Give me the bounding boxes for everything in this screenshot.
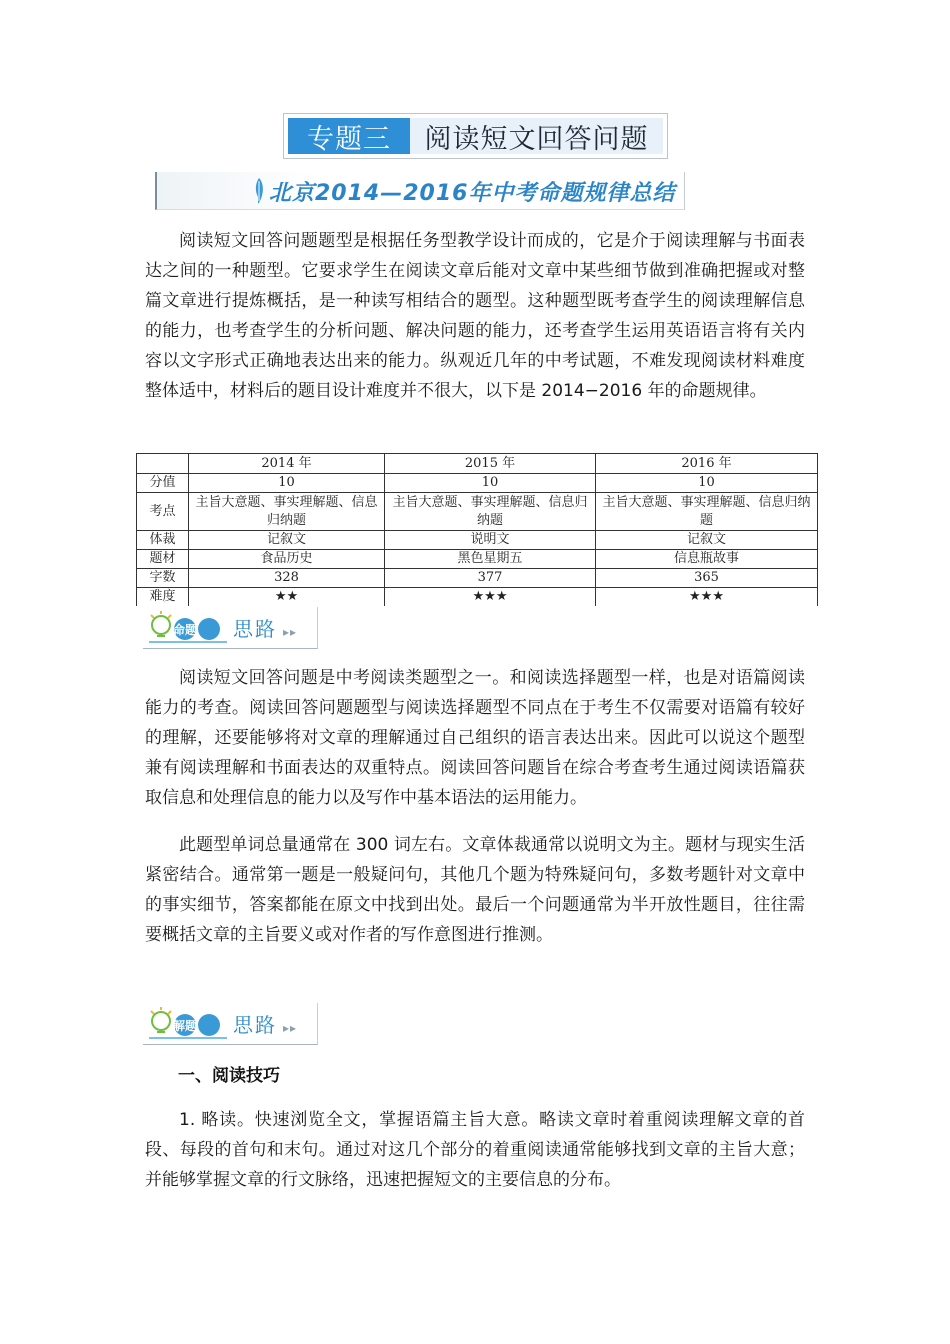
- table-row-label: 题材: [137, 550, 189, 569]
- summary-table: [136, 453, 818, 606]
- table-row: [137, 550, 818, 569]
- table-cell: 黑色星期五: [385, 550, 596, 569]
- table-cell: 主旨大意题、事实理解题、信息归纳题: [189, 493, 385, 531]
- table-cell: 说明文: [385, 531, 596, 550]
- table-cell: 328: [189, 569, 385, 588]
- table-cell: 信息瓶故事: [596, 550, 818, 569]
- table-cell: 主旨大意题、事实理解题、信息归纳题: [596, 493, 818, 531]
- table-cell: 主旨大意题、事实理解题、信息归纳题: [385, 493, 596, 531]
- table-cell: 365: [596, 569, 818, 588]
- table-row: [137, 531, 818, 550]
- subtitle-text: 北京2014—2016年中考命题规律总结: [269, 181, 676, 206]
- table-row: [137, 474, 818, 493]
- table-cell: 10: [385, 474, 596, 493]
- table-cell: ★★★: [385, 588, 596, 607]
- table-row-label: 考点: [137, 493, 189, 531]
- table-row-label: 体裁: [137, 531, 189, 550]
- table-header-row: [137, 454, 818, 474]
- explanation-paragraph-1: 阅读短文回答问题是中考阅读类题型之一。和阅读选择题型一样，也是对语篇阅读能力的考查。阅读回答问题题型与阅读选择题型不同点在于考生不仅需要对语篇有较好的理解，还要能够将对文章的理解通过自己组织的语言表达出来。因此可以说这个题型兼有阅读理解和书面表达的双重特点。阅读回答问题旨在综合考查考生通过阅读语篇获取信息和处理信息的能力以及写作中基本语法的运用能力。: [145, 668, 805, 808]
- subtitle-bar: [155, 172, 685, 210]
- section-badge-proposition: [143, 607, 318, 649]
- table-cell: ★★: [189, 588, 385, 607]
- badge-icon-char: 解题: [172, 1019, 198, 1033]
- title-topic-number: 专题三: [288, 118, 410, 154]
- quill-icon: [252, 177, 266, 205]
- title-inner: [288, 118, 663, 154]
- lightbulb-badge-icon: [147, 1005, 229, 1041]
- table-cell: 377: [385, 569, 596, 588]
- badge-arrow-icon: ▸▸: [283, 625, 298, 639]
- table-row-label: 分值: [137, 474, 189, 493]
- table-row-label: 字数: [137, 569, 189, 588]
- table-cell: ★★★: [596, 588, 818, 607]
- table-header-cell: 2016 年: [596, 454, 818, 474]
- explanation-paragraph-2: 此题型单词总量通常在 300 词左右。文章体裁通常以说明文为主。题材与现实生活紧密结合。通常第一题是一般疑问句，其他几个题为特殊疑问句，多数考题针对文章中的事实细节，答案都能在原文中找到出处。最后一个问题通常为半开放性题目，往往需要概括文章的主旨要义或对作者的写作意图进行推测。: [145, 835, 805, 945]
- title-topic-name: 阅读短文回答问题: [410, 118, 663, 154]
- lightbulb-badge-icon: [147, 609, 229, 645]
- title-banner: [283, 113, 668, 159]
- table-row: [137, 493, 818, 531]
- section-heading: 一、阅读技巧: [178, 1066, 280, 1086]
- badge-icon-char: 命题: [172, 623, 198, 637]
- table-cell: 食品历史: [189, 550, 385, 569]
- table-header-cell: 2015 年: [385, 454, 596, 474]
- badge-arrow-icon: ▸▸: [283, 1021, 298, 1035]
- badge-label: 思路: [233, 1013, 277, 1037]
- table-cell: 记叙文: [596, 531, 818, 550]
- table-row-label: 难度: [137, 588, 189, 607]
- table-row: [137, 569, 818, 588]
- table-header-cell: 2014 年: [189, 454, 385, 474]
- reading-skill-paragraph: 1. 略读。快速浏览全文，掌握语篇主旨大意。略读文章时着重阅读理解文章的首段、每段的首句和末句。通过对这几个部分的着重阅读通常能够找到文章的主旨大意；并能够掌握文章的行文脉络，迅速把握短文的主要信息的分布。: [145, 1110, 805, 1190]
- table-cell: 记叙文: [189, 531, 385, 550]
- table-cell: 10: [189, 474, 385, 493]
- table-cell: 10: [596, 474, 818, 493]
- badge-label: 思路: [233, 617, 277, 641]
- intro-paragraph: 阅读短文回答问题题型是根据任务型教学设计而成的，它是介于阅读理解与书面表达之间的一种题型。它要求学生在阅读文章后能对文章中某些细节做到准确把握或对整篇文章进行提炼概括，是一种读写相结合的题型。这种题型既考查学生的阅读理解信息的能力，也考查学生的分析问题、解决问题的能力，还考查学生运用英语语言将有关内容以文字形式正确地表达出来的能力。纵观近几年的中考试题，不难发现阅读材料难度整体适中，材料后的题目设计难度并不很大，以下是 2014−2016 年的命题规律。: [145, 231, 805, 401]
- table-row: [137, 588, 818, 607]
- section-badge-solving: [143, 1003, 318, 1045]
- table-header-cell: [137, 454, 189, 474]
